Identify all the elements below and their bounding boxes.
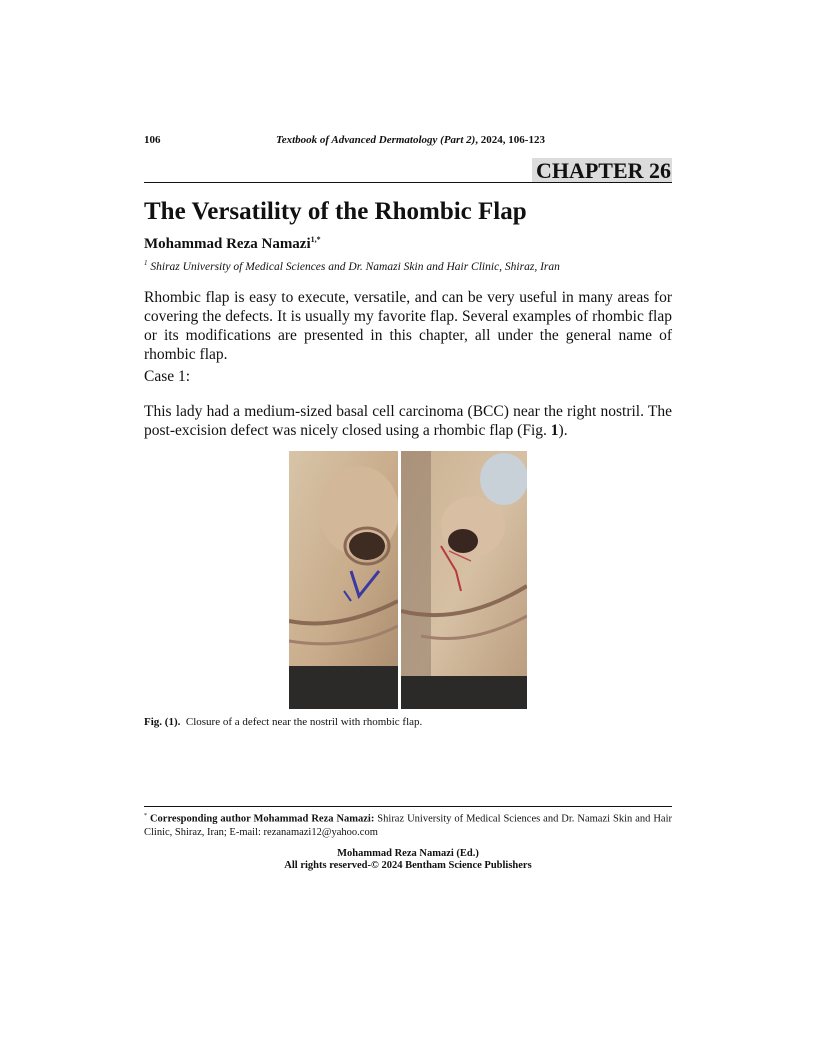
pre-op-photo [289,451,398,709]
footnote-label: Corresponding author Mohammad Reza Namazi: [147,813,375,825]
figure-caption [144,716,422,728]
affiliation [144,259,560,273]
case-text-end: ). [558,422,568,439]
post-op-photo [401,451,527,709]
chapter-title: The Versatility of the Rhombic Flap [144,198,527,225]
figure-reference: 1 [550,422,559,439]
journal-year-pages: , 2024, 106-123 [475,134,545,146]
running-head [276,134,545,146]
author [144,235,321,253]
author-affiliation-mark: 1,* [310,235,321,244]
pre-op-photo-image [289,451,398,709]
header-rule [144,182,672,183]
affiliation-text: Shiraz University of Medical Sciences and Dr. Namazi Skin and Hair Clinic, Shiraz, Iran [147,260,560,273]
footnote-rule [144,806,672,807]
figure-caption-text: Closure of a defect near the nostril with rhombic flap. [185,716,423,728]
affiliation-mark: 1 [144,259,148,267]
figure-caption-label: Fig. (1). [144,716,181,728]
author-name: Mohammad Reza Namazi [144,236,311,252]
chapter-label: CHAPTER 26 [532,158,672,183]
footnote-mark: * [144,813,147,819]
case-paragraph [144,402,672,440]
journal-title: Textbook of Advanced Dermatology (Part 2) [276,134,476,146]
footnote-text: Shiraz University of Medical Sciences and Dr. Namazi Skin and Hair Clinic, Shiraz, Iran; E-mail: rezanamazi12@yahoo.com [144,813,672,838]
post-op-photo-image [401,451,527,709]
case-text: This lady had a medium-sized basal cell carcinoma (BCC) near the right nostril. The post-excision defect was nicely closed using a rhombic flap (Fig. [144,403,672,439]
publisher-rights: All rights reserved-© 2024 Bentham Science Publishers [284,860,532,871]
footnote [144,810,672,839]
publisher-editor: Mohammad Reza Namazi (Ed.) [337,848,479,859]
intro-paragraph: Rhombic flap is easy to execute, versatile, and can be very useful in many areas for covering the defects. It is usually my favorite flap. Several examples of rhombic flap or its modifications are presented in this chapter, all under the general name of rhombic flap. [144,289,672,363]
page-number: 106 [144,134,161,146]
case-heading: Case 1: [144,368,191,385]
